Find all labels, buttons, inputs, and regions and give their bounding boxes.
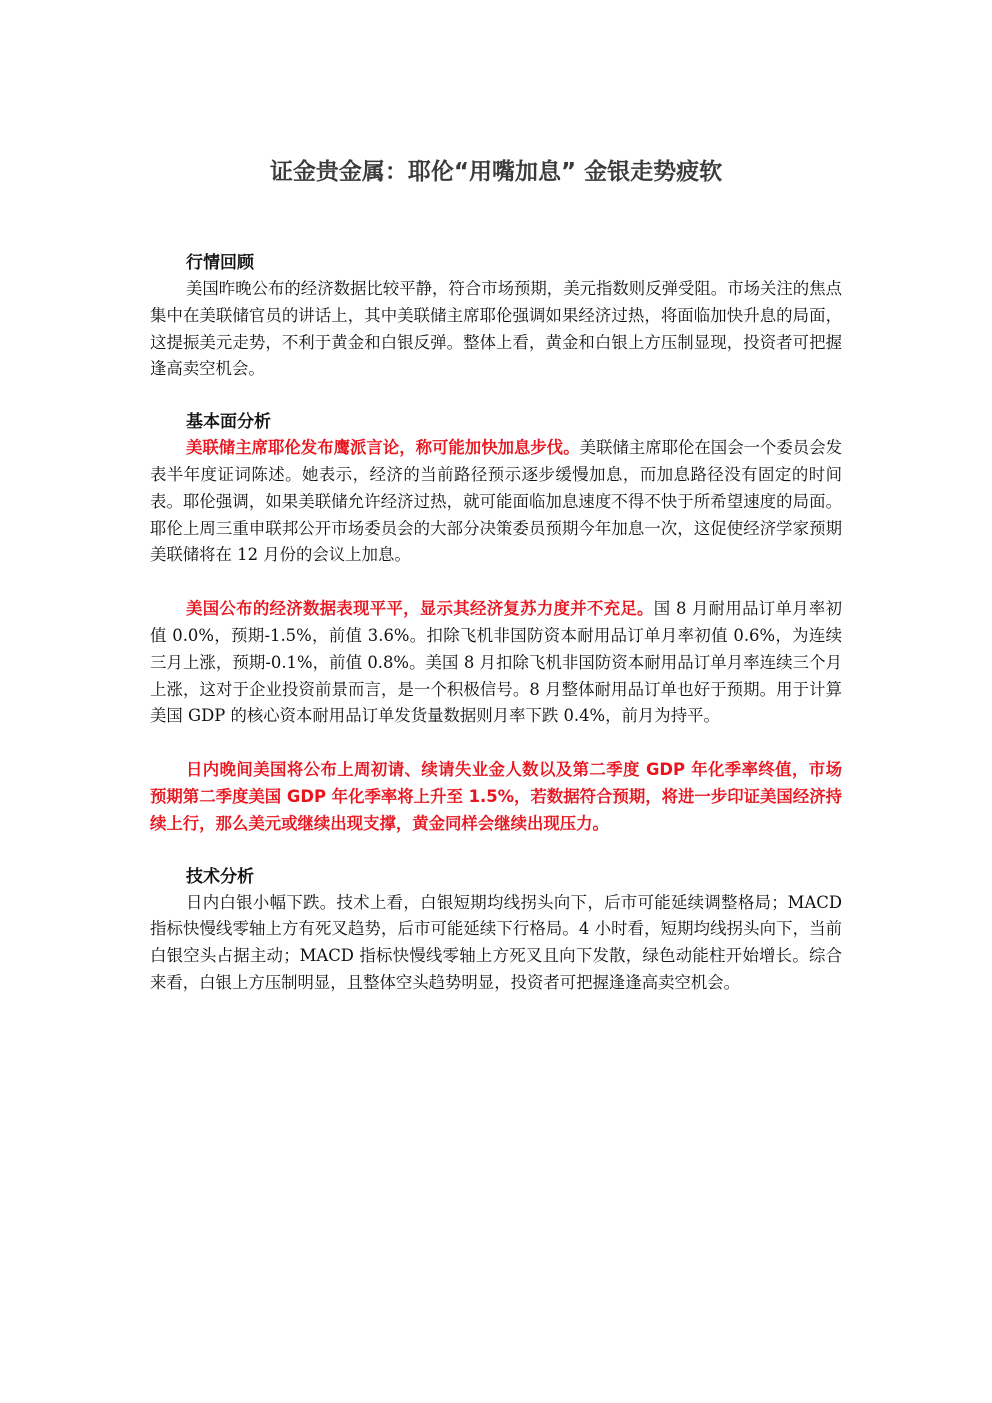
document-body [150, 250, 842, 997]
spacer [150, 730, 842, 757]
section-heading-fundamental-analysis: 基本面分析 [186, 412, 271, 433]
technical-analysis-paragraph: 日内白银小幅下跌。技术上看，白银短期均线拐头向下，后市可能延续调整格局；MACD 指标快慢线零轴上方有死叉趋势，后市可能延续下行格局。4 小时看，短期均线拐头向下，当前白银空头占据主动；MACD 指标快慢线零轴上方死叉且向下发散，绿色动能柱开始增长。综合来看，白银上方压制明显，且整体空头趋势明显，投资者可把握逢逢高卖空机会。 [150, 892, 842, 992]
document-title: 证金贵金属：耶伦“用嘴加息” 金银走势疲软 [269, 159, 723, 185]
market-review-paragraph: 美国昨晚公布的经济数据比较平静，符合市场预期，美元指数则反弹受阻。市场关注的焦点集中在美联储官员的讲话上，其中美联储主席耶伦强调如果经济过热，将面临加快升息的局面，这提振美元走势，不利于黄金和白银反弹。整体上看，黄金和白银上方压制显现，投资者可把握逢高卖空机会。 [150, 279, 842, 379]
spacer [150, 383, 842, 409]
section-market-review [150, 250, 842, 383]
data-body-text: 国 8 月耐用品订单月率初值 0.0%，预期-1.5%，前值 3.6%。扣除飞机非国防资本耐用品订单月率初值 0.6%，为连续三月上涨，预期-0.1%，前值 0.8%。美国 8 月扣除飞机非国防资本耐用品订单月率连续三个月上涨，这对于企业投资前景而言，是一个积极信号。8 月整体耐用品订单也好于预期。用于计算美国 GDP 的核心资本耐用品订单发货量数据则月率下跌 0.4%，前月为持平。 [150, 599, 842, 726]
data-highlight-text: 美国公布的经济数据表现平平，显示其经济复苏力度并不充足。 [186, 599, 654, 619]
spacer [150, 569, 842, 596]
fed-highlight-text: 美联储主席耶伦发布鹰派言论，称可能加快加息步伐。 [186, 438, 580, 458]
section-fundamental-analysis [150, 409, 842, 837]
fed-body-text: 美联储主席耶伦在国会一个委员会发表半年度证词陈述。她表示，经济的当前路径预示逐步缓慢加息，而加息路径没有固定的时间表。耶伦强调，如果美联储允许经济过热，就可能面临加息速度不得不快于所希望速度的局面。耶伦上周三重申联邦公开市场委员会的大部分决策委员预期今年加息一次，这促使经济学家预期美联储将在 12 月份的会议上加息。 [150, 438, 843, 565]
section-technical-analysis [150, 864, 842, 997]
section-heading-technical-analysis: 技术分析 [186, 866, 254, 887]
spacer [150, 838, 842, 864]
section-heading-market-review: 行情回顾 [186, 253, 254, 273]
fundamental-paragraph-data [150, 596, 842, 730]
fundamental-paragraph-outlook: 日内晚间美国将公布上周初请、续请失业金人数以及第二季度 GDP 年化季率终值，市场预期第二季度美国 GDP 年化季率将上升至 1.5%，若数据符合预期，将进一步印证美国经济持续上行，那么美元或继续出现支撑，黄金同样会继续出现压力。 [150, 760, 842, 833]
fundamental-paragraph-fed [150, 435, 842, 569]
